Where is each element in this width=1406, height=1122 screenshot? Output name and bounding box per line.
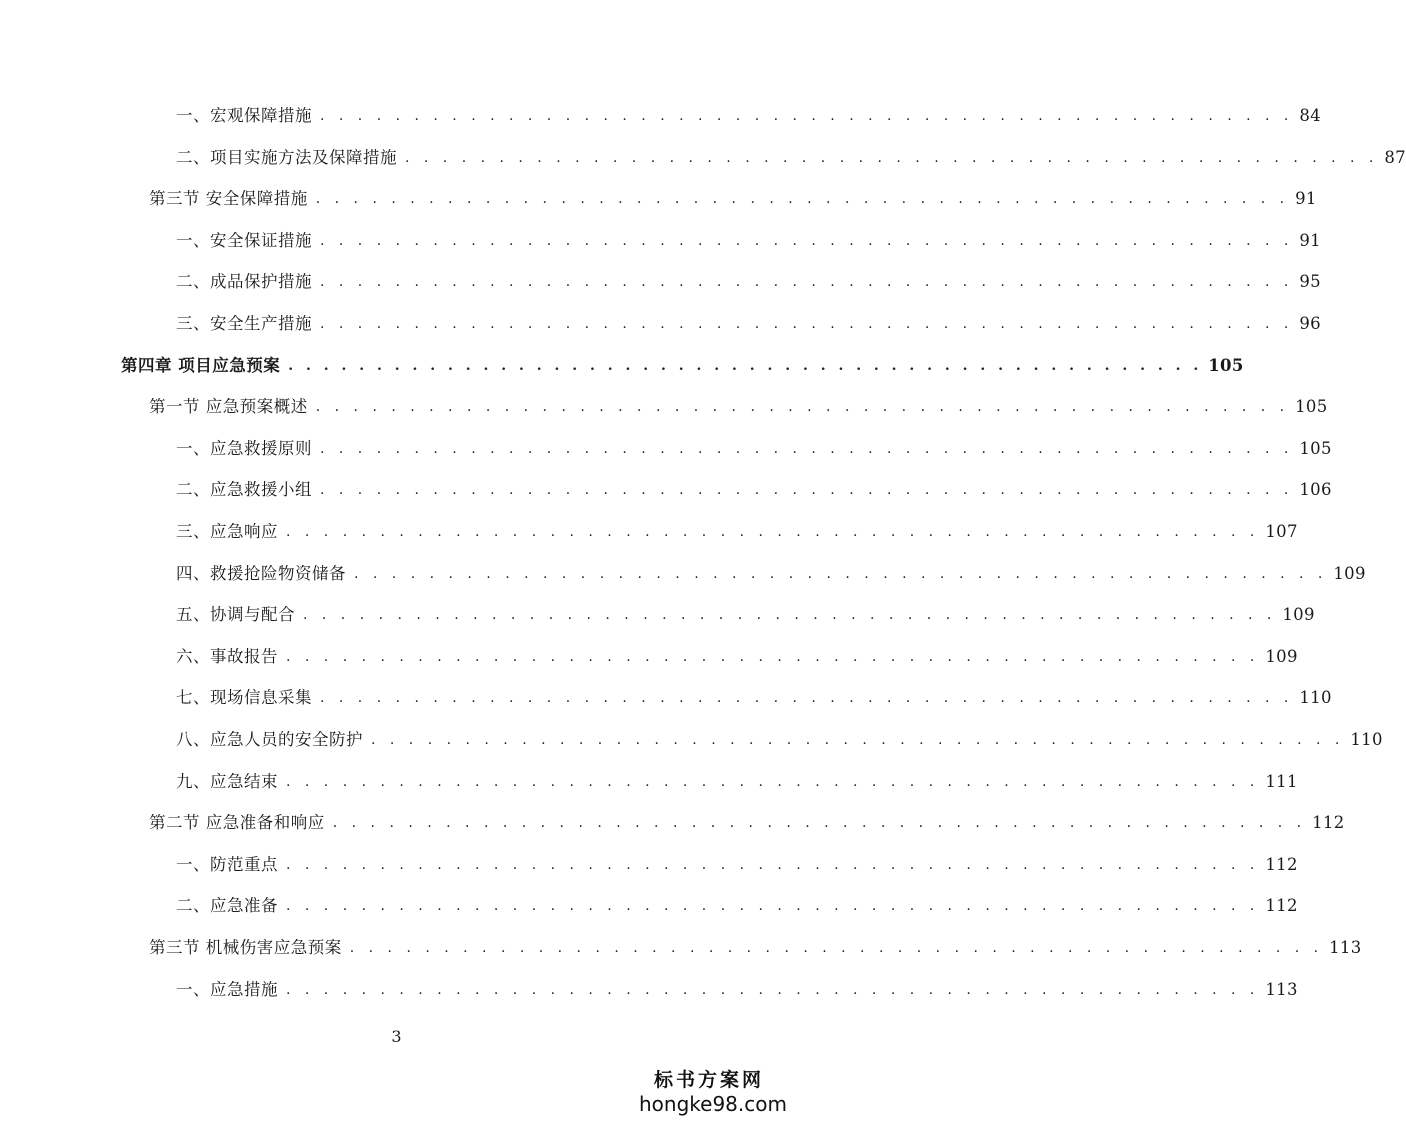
watermark-name: 标书方案网 [653, 1069, 764, 1091]
toc-entry-page: 105 [1295, 397, 1328, 417]
toc-entry-title: 一、宏观保障措施 [176, 106, 312, 125]
toc-entry-page: 113 [1265, 979, 1298, 999]
toc-entry-page: 105 [1299, 438, 1332, 458]
toc-dot-leader: . . . . . . . . . . . . . . . . . . . . . . . . . . . . . . . . . . . . . . . . . . . . . . . . . . . . [320, 690, 1294, 707]
toc-entry-page: 84 [1299, 106, 1321, 125]
toc-entry-title: 一、安全保证措施 [176, 230, 312, 250]
toc-entry-page: 111 [1265, 771, 1298, 791]
toc-dot-leader: . . . . . . . . . . . . . . . . . . . . . . . . . . . . . . . . . . . . . . . . . . . . . . . . . . . . [286, 856, 1260, 873]
toc-entry-page: 109 [1282, 605, 1315, 625]
toc-entry-page: 109 [1333, 563, 1366, 583]
toc-entry-title: 一、防范重点 [176, 854, 278, 874]
toc-entry-page: 112 [1265, 854, 1298, 874]
toc-dot-leader: . . . . . . . . . . . . . . . . . . . . . . . . . . . . . . . . . . . . . . . . . . . . . . . . . . . . [320, 440, 1294, 457]
toc-item-entry[interactable] [176, 518, 1298, 546]
toc-entry-page: 113 [1329, 938, 1362, 957]
toc-entry-title: 七、现场信息采集 [176, 688, 312, 708]
toc-item-entry[interactable] [176, 684, 1332, 712]
toc-entry-title: 第一节 应急预案概述 [149, 397, 308, 417]
toc-item-entry[interactable] [176, 310, 1321, 338]
toc-item-entry[interactable] [176, 435, 1332, 463]
toc-entry-page: 112 [1265, 896, 1298, 916]
toc-entry-page: 87 [1384, 147, 1406, 167]
toc-entry-title: 一、应急措施 [176, 979, 278, 999]
toc-item-entry[interactable] [176, 102, 1321, 130]
toc-entry-title: 第三节 机械伤害应急预案 [149, 938, 342, 957]
toc-dot-leader: . . . . . . . . . . . . . . . . . . . . . . . . . . . . . . . . . . . . . . . . . . . . . . . . . . . . [286, 981, 1260, 998]
toc-dot-leader: . . . . . . . . . . . . . . . . . . . . . . . . . . . . . . . . . . . . . . . . . . . . . . . . . . . . [320, 232, 1294, 249]
toc-entry-page: 105 [1208, 355, 1244, 375]
toc-entry-title: 二、项目实施方法及保障措施 [176, 147, 397, 167]
toc-dot-leader: . . . . . . . . . . . . . . . . . . . . . . . . . . . . . . . . . . . . . . . . . . . . . . . . . . . . [315, 399, 1290, 416]
toc-dot-leader: . . . . . . . . . . . . . . . . . . . . . . . . . . . . . . . . . . . . . . . . . . . . . . . . . . . . [405, 149, 1379, 166]
toc-dot-leader: . . . . . . . . . . . . . . . . . . . . . . . . . . . . . . . . . . . . . . . . . . . . . . . . . . . . [286, 898, 1260, 915]
toc-dot-leader: . . . . . . . . . . . . . . . . . . . . . . . . . . . . . . . . . . . . . . . . . . . . . . . . . . . . [288, 357, 1203, 374]
toc-item-entry[interactable] [176, 601, 1315, 629]
site-watermark [639, 1068, 787, 1116]
toc-dot-leader: . . . . . . . . . . . . . . . . . . . . . . . . . . . . . . . . . . . . . . . . . . . . . . . . . . . . [349, 940, 1324, 956]
toc-item-entry[interactable] [176, 768, 1298, 796]
toc-entry-page: 112 [1312, 813, 1345, 833]
toc-entry-title: 二、应急准备 [176, 896, 278, 916]
toc-entry-page: 95 [1299, 272, 1321, 292]
toc-dot-leader: . . . . . . . . . . . . . . . . . . . . . . . . . . . . . . . . . . . . . . . . . . . . . . . . . . . . [332, 815, 1307, 832]
toc-entry-page: 91 [1295, 189, 1317, 209]
toc-dot-leader: . . . . . . . . . . . . . . . . . . . . . . . . . . . . . . . . . . . . . . . . . . . . . . . . . . . . [286, 524, 1260, 540]
toc-entry-page: 91 [1299, 230, 1321, 250]
toc-item-entry[interactable] [176, 560, 1366, 588]
toc-item-entry[interactable] [176, 268, 1321, 296]
toc-dot-leader: . . . . . . . . . . . . . . . . . . . . . . . . . . . . . . . . . . . . . . . . . . . . . . . . . . . . [286, 773, 1260, 790]
toc-dot-leader: . . . . . . . . . . . . . . . . . . . . . . . . . . . . . . . . . . . . . . . . . . . . . . . . . . . . [320, 274, 1294, 291]
toc-entry-title: 第三节 安全保障措施 [149, 189, 308, 209]
page-number: 3 [391, 1027, 402, 1046]
toc-item-entry[interactable] [176, 976, 1298, 1004]
toc-entry-title: 二、应急救援小组 [176, 480, 312, 500]
toc-entry-title: 四、救援抢险物资储备 [176, 563, 346, 583]
toc-dot-leader: . . . . . . . . . . . . . . . . . . . . . . . . . . . . . . . . . . . . . . . . . . . . . . . . . . . . [320, 108, 1294, 124]
toc-entry-page: 110 [1350, 730, 1383, 749]
watermark-url: hongke98.com [639, 1092, 787, 1116]
toc-entry-title: 三、应急响应 [176, 522, 278, 541]
toc-section-entry[interactable] [149, 809, 1345, 837]
toc-item-entry[interactable] [176, 851, 1298, 879]
toc-section-entry[interactable] [149, 185, 1317, 213]
toc-dot-leader: . . . . . . . . . . . . . . . . . . . . . . . . . . . . . . . . . . . . . . . . . . . . . . . . . . . . [315, 191, 1290, 208]
toc-dot-leader: . . . . . . . . . . . . . . . . . . . . . . . . . . . . . . . . . . . . . . . . . . . . . . . . . . . . [303, 607, 1277, 624]
toc-dot-leader: . . . . . . . . . . . . . . . . . . . . . . . . . . . . . . . . . . . . . . . . . . . . . . . . . . . . [286, 648, 1260, 665]
toc-item-entry[interactable] [176, 227, 1321, 255]
toc-item-entry[interactable] [176, 892, 1298, 920]
toc-entry-title: 九、应急结束 [176, 771, 278, 791]
toc-item-entry[interactable] [176, 144, 1406, 172]
toc-dot-leader: . . . . . . . . . . . . . . . . . . . . . . . . . . . . . . . . . . . . . . . . . . . . . . . . . . . . [354, 565, 1328, 582]
toc-entry-title: 第二节 应急准备和响应 [149, 813, 325, 833]
toc-entry-page: 96 [1299, 314, 1321, 333]
toc-entry-page: 110 [1299, 688, 1332, 708]
toc-entry-page: 106 [1299, 480, 1332, 500]
toc-entry-title: 八、应急人员的安全防护 [176, 730, 363, 749]
toc-section-entry[interactable] [149, 393, 1328, 421]
toc-entry-title: 三、安全生产措施 [176, 314, 312, 333]
toc-entry-title: 第四章 项目应急预案 [121, 355, 281, 375]
toc-dot-leader: . . . . . . . . . . . . . . . . . . . . . . . . . . . . . . . . . . . . . . . . . . . . . . . . . . . . [320, 316, 1294, 332]
toc-item-entry[interactable] [176, 726, 1383, 754]
toc-item-entry[interactable] [176, 476, 1332, 504]
toc-entry-title: 一、应急救援原则 [176, 438, 312, 458]
toc-entry-title: 五、协调与配合 [176, 605, 295, 625]
toc-section-entry[interactable] [149, 934, 1362, 962]
toc-entry-title: 六、事故报告 [176, 646, 278, 666]
toc-dot-leader: . . . . . . . . . . . . . . . . . . . . . . . . . . . . . . . . . . . . . . . . . . . . . . . . . . . . [371, 732, 1345, 748]
toc-entry-page: 107 [1265, 522, 1298, 541]
toc-entry-page: 109 [1265, 646, 1298, 666]
toc-dot-leader: . . . . . . . . . . . . . . . . . . . . . . . . . . . . . . . . . . . . . . . . . . . . . . . . . . . . [320, 482, 1294, 499]
toc-item-entry[interactable] [176, 643, 1298, 671]
toc-entry-title: 二、成品保护措施 [176, 272, 312, 292]
toc-chapter-entry[interactable] [121, 352, 1244, 380]
